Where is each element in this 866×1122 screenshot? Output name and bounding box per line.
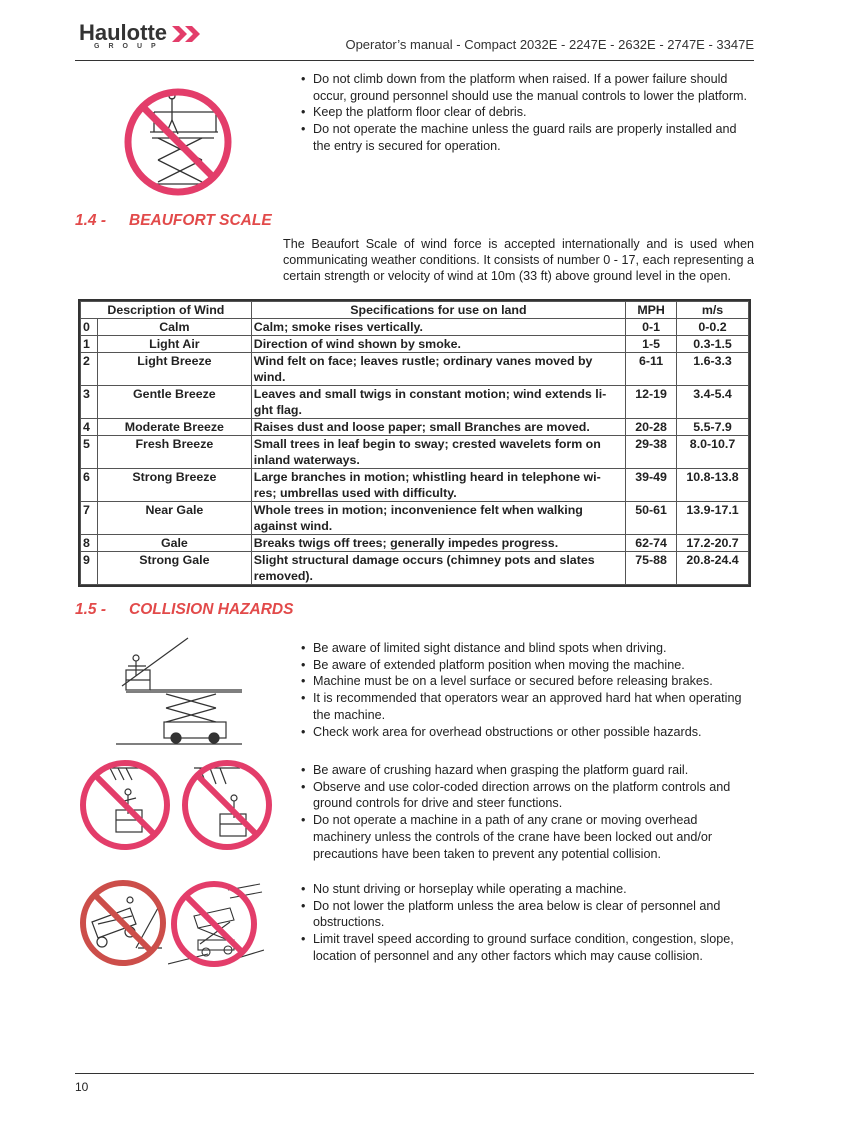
wind-description-cell: Fresh Breeze <box>97 436 251 469</box>
list-item: • Be aware of crushing hazard when grasping the platform guard rail. <box>301 762 754 779</box>
beaufort-number-cell: 5 <box>81 436 98 469</box>
table-row <box>81 502 749 535</box>
header-divider <box>75 60 754 61</box>
column-header: m/s <box>677 302 749 319</box>
column-header: Specifications for use on land <box>251 302 625 319</box>
beaufort-number-cell: 4 <box>81 419 98 436</box>
section-number: 1.5 - <box>75 601 107 618</box>
list-item: • It is recommended that operators wear an approved hard hat when operating the machine. <box>301 690 754 723</box>
wind-description-cell: Near Gale <box>97 502 251 535</box>
wind-ms-cell: 17.2-20.7 <box>677 535 749 552</box>
overhead-obstruction-icon <box>116 636 242 746</box>
table-row <box>81 436 749 469</box>
wind-description-cell: Light Air <box>97 336 251 353</box>
wind-description-cell: Strong Breeze <box>97 469 251 502</box>
list-item: • No stunt driving or horseplay while operating a machine. <box>301 881 754 898</box>
section-title: BEAUFORT SCALE <box>129 212 272 229</box>
table-row <box>81 386 749 419</box>
section-heading-beaufort <box>75 212 272 230</box>
no-climbing-down-icon <box>122 86 234 198</box>
wind-specification-cell: Breaks twigs off trees; generally impedes progress. <box>251 535 625 552</box>
wind-description-cell: Gale <box>97 535 251 552</box>
collision-list-2 <box>301 762 754 862</box>
wind-mph-cell: 75-88 <box>626 552 677 585</box>
table-row <box>81 319 749 336</box>
collision-list-1 <box>301 640 754 740</box>
column-header: Description of Wind <box>81 302 252 319</box>
wind-specification-cell: Large branches in motion; whistling heard in telephone wi-res; umbrellas used with difficulty. <box>251 469 625 502</box>
section-heading-collision <box>75 601 293 619</box>
platform-safety-list <box>301 71 754 155</box>
collision-list-3 <box>301 881 754 965</box>
footer-divider <box>75 1073 754 1074</box>
table-row <box>81 552 749 585</box>
wind-specification-cell: Slight structural damage occurs (chimney pots and slates removed). <box>251 552 625 585</box>
wind-specification-cell: Small trees in leaf begin to sway; crested wavelets form on inland waterways. <box>251 436 625 469</box>
wind-specification-cell: Leaves and small twigs in constant motion; wind extends li-ght flag. <box>251 386 625 419</box>
list-item: • Limit travel speed according to ground surface condition, congestion, slope, location of personnel and any other factors which may cause collision. <box>301 931 754 964</box>
wind-specification-cell: Wind felt on face; leaves rustle; ordinary vanes moved by wind. <box>251 353 625 386</box>
wind-ms-cell: 5.5-7.9 <box>677 419 749 436</box>
wind-mph-cell: 12-19 <box>626 386 677 419</box>
table-row <box>81 469 749 502</box>
logo-chevron-icon <box>172 24 204 44</box>
list-item: • Machine must be on a level surface or secured before releasing brakes. <box>301 673 754 690</box>
wind-mph-cell: 0-1 <box>626 319 677 336</box>
wind-ms-cell: 10.8-13.8 <box>677 469 749 502</box>
beaufort-number-cell: 1 <box>81 336 98 353</box>
beaufort-table <box>80 301 749 585</box>
column-header: MPH <box>626 302 677 319</box>
wind-specification-cell: Calm; smoke rises vertically. <box>251 319 625 336</box>
beaufort-number-cell: 3 <box>81 386 98 419</box>
wind-ms-cell: 0.3-1.5 <box>677 336 749 353</box>
wind-mph-cell: 39-49 <box>626 469 677 502</box>
wind-specification-cell: Whole trees in motion; inconvenience felt when walking against wind. <box>251 502 625 535</box>
wind-description-cell: Calm <box>97 319 251 336</box>
wind-specification-cell: Raises dust and loose paper; small Branches are moved. <box>251 419 625 436</box>
list-item: • Be aware of limited sight distance and blind spots when driving. <box>301 640 754 657</box>
wind-ms-cell: 8.0-10.7 <box>677 436 749 469</box>
page-header-title: Operator’s manual - Compact 2032E - 2247E - 2632E - 2747E - 3347E <box>345 37 754 52</box>
wind-mph-cell: 29-38 <box>626 436 677 469</box>
section-title: COLLISION HAZARDS <box>129 601 294 618</box>
wind-mph-cell: 62-74 <box>626 535 677 552</box>
list-item: • Do not climb down from the platform when raised. If a power failure should occur, ground personnel should use the manual controls to lower the platform. <box>301 71 754 104</box>
wind-ms-cell: 0-0.2 <box>677 319 749 336</box>
wind-mph-cell: 1-5 <box>626 336 677 353</box>
section-number: 1.4 - <box>75 212 107 229</box>
list-item: • Do not lower the platform unless the area below is clear of personnel and obstructions. <box>301 898 754 931</box>
beaufort-number-cell: 7 <box>81 502 98 535</box>
list-item: • Be aware of extended platform position when moving the machine. <box>301 657 754 674</box>
beaufort-intro: The Beaufort Scale of wind force is accepted internationally and is used when communicating weather conditions. It consists of number 0 - 17, each representing a certain strength or velocity of wind at 10m (33 ft) above ground level in the open. <box>283 237 754 283</box>
wind-ms-cell: 1.6-3.3 <box>677 353 749 386</box>
wind-ms-cell: 3.4-5.4 <box>677 386 749 419</box>
list-item: • Observe and use color-coded direction arrows on the platform controls and ground controls for drive and steer functions. <box>301 779 754 812</box>
wind-description-cell: Moderate Breeze <box>97 419 251 436</box>
beaufort-number-cell: 9 <box>81 552 98 585</box>
beaufort-number-cell: 2 <box>81 353 98 386</box>
beaufort-number-cell: 8 <box>81 535 98 552</box>
wind-description-cell: Light Breeze <box>97 353 251 386</box>
wind-mph-cell: 50-61 <box>626 502 677 535</box>
page-number: 10 <box>75 1080 89 1094</box>
table-row <box>81 535 749 552</box>
wind-specification-cell: Direction of wind shown by smoke. <box>251 336 625 353</box>
wind-mph-cell: 6-11 <box>626 353 677 386</box>
list-item: • Keep the platform floor clear of debris. <box>301 104 754 121</box>
list-item: • Do not operate the machine unless the guard rails are properly installed and the entry is secured for operation. <box>301 121 754 154</box>
table-row <box>81 353 749 386</box>
table-header-row <box>81 302 749 319</box>
beaufort-number-cell: 6 <box>81 469 98 502</box>
logo: Haulotte <box>79 20 167 45</box>
list-item: • Check work area for overhead obstructions or other possible hazards. <box>301 724 754 741</box>
wind-description-cell: Gentle Breeze <box>97 386 251 419</box>
wind-ms-cell: 20.8-24.4 <box>677 552 749 585</box>
table-row <box>81 419 749 436</box>
beaufort-number-cell: 0 <box>81 319 98 336</box>
no-overhead-contact-icon <box>180 758 274 852</box>
wind-mph-cell: 20-28 <box>626 419 677 436</box>
list-item: • Do not operate a machine in a path of any crane or moving overhead machinery unless the controls of the crane have been locked out and/or precautions have been taken to prevent any potential collision. <box>301 812 754 862</box>
table-row <box>81 336 749 353</box>
wind-ms-cell: 13.9-17.1 <box>677 502 749 535</box>
logo-subtitle: GROUP <box>94 43 165 50</box>
no-crushing-hazard-icon <box>78 758 172 852</box>
wind-description-cell: Strong Gale <box>97 552 251 585</box>
no-lowering-on-personnel-icon <box>168 880 264 970</box>
no-stunt-driving-icon <box>78 878 168 968</box>
